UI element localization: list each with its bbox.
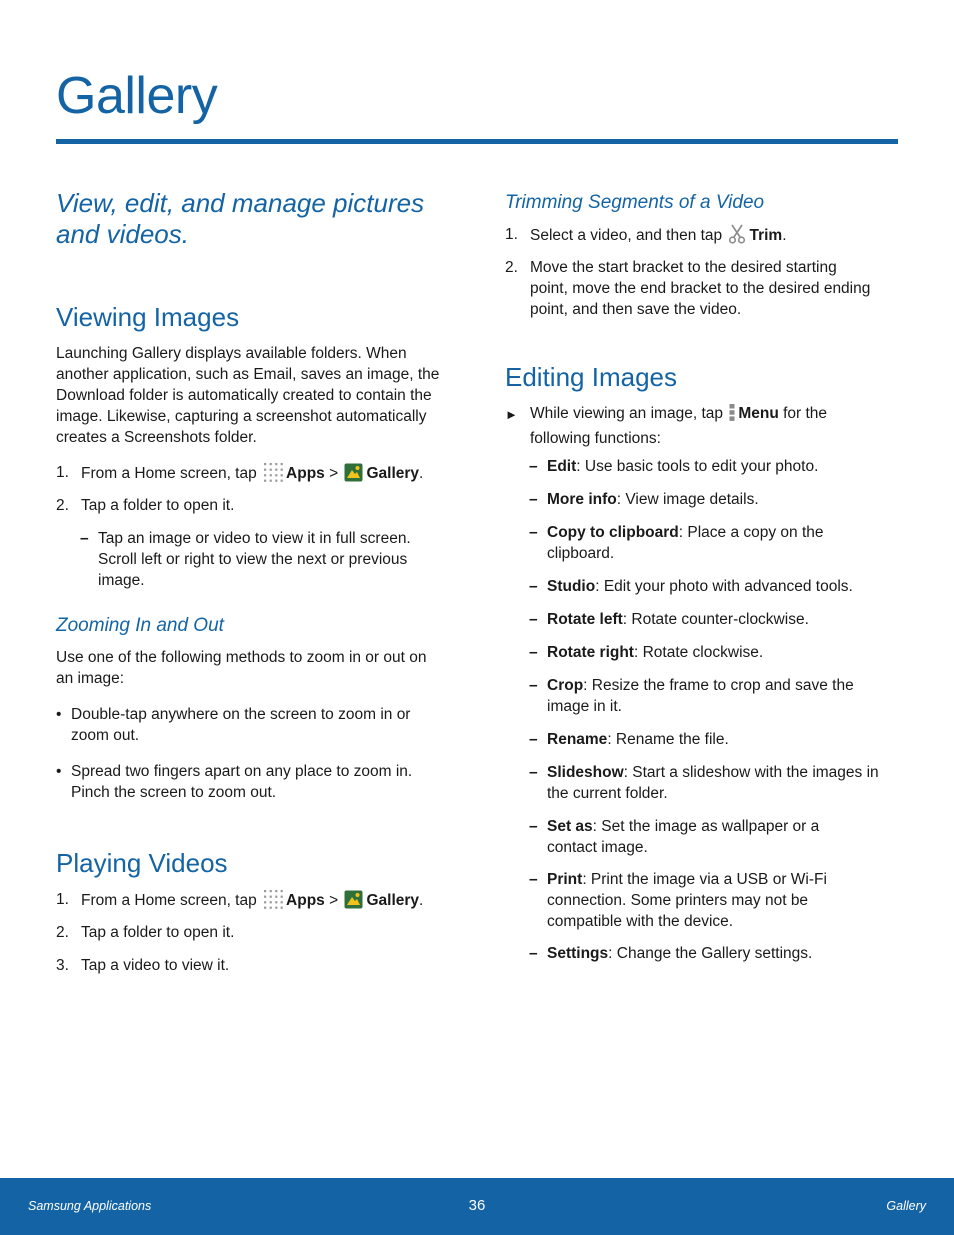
list-item: 1. From a Home screen, tap Apps > Gallery.: [56, 889, 448, 915]
menu-icon: [729, 403, 735, 428]
scissors-icon: [728, 224, 746, 250]
list-item: 2. Tap a folder to open it.: [56, 497, 235, 514]
gallery-icon: [344, 890, 363, 915]
list-item: – Studio: Edit your photo with advanced tools.: [529, 578, 853, 595]
list-item: – Crop: Resize the frame to crop and save the image in it.: [529, 677, 854, 715]
list-item: – Rename: Rename the file.: [529, 731, 729, 748]
viewing-images-paragraph: Launching Gallery displays available folders. When another application, such as Email, saves an image, the Download folder is automatically created to contain the image. Likewise, capturing a screenshot automatically creates a Screenshots folder.: [56, 345, 440, 446]
zooming-heading: Zooming In and Out: [56, 615, 224, 636]
list-item: 1. From a Home screen, tap Apps > Gallery.: [56, 462, 448, 488]
list-item: – Rotate right: Rotate clockwise.: [529, 644, 764, 661]
list-item: – Print: Print the image via a USB or Wi-Fi connection. Some printers may not be compatible with the device.: [529, 871, 827, 930]
list-item: 3. Tap a video to view it.: [56, 957, 230, 974]
footer-chapter-label: Gallery: [886, 1199, 926, 1213]
intro-subtitle: View, edit, and manage pictures and videos.: [56, 188, 425, 249]
list-item: – Copy to clipboard: Place a copy on the clipboard.: [529, 524, 824, 562]
page-number: 36: [468, 1197, 486, 1214]
zooming-paragraph: Use one of the following methods to zoom in or out on an image:: [56, 649, 427, 687]
gallery-icon: [344, 463, 363, 488]
list-item: 2. Move the start bracket to the desired starting point, move the end bracket to the desired ending point, and then save the video.: [505, 259, 871, 318]
list-item: – More info: View image details.: [529, 491, 759, 508]
list-item: • Spread two fingers apart on any place to zoom in. Pinch the screen to zoom out.: [56, 763, 413, 801]
apps-grid-icon: [263, 462, 283, 488]
list-item: – Set as: Set the image as wallpaper or a contact image.: [529, 818, 820, 856]
page-footer: [0, 1178, 954, 1235]
page-title: Gallery: [56, 67, 218, 125]
apps-grid-icon: [263, 889, 283, 915]
list-item: • Double-tap anywhere on the screen to zoom in or zoom out.: [56, 706, 411, 744]
list-item: ► While viewing an image, tap Menu for the following functions:: [505, 405, 828, 447]
list-item: – Slideshow: Start a slideshow with the images in the current folder.: [529, 764, 879, 802]
trimming-heading: Trimming Segments of a Video: [505, 192, 765, 213]
footer-section-label: Samsung Applications: [28, 1199, 152, 1213]
list-item: – Edit: Use basic tools to edit your photo.: [529, 458, 819, 475]
list-item: – Tap an image or video to view it in full screen. Scroll left or right to view the next or previous image.: [80, 530, 411, 589]
list-item: – Rotate left: Rotate counter-clockwise.: [529, 611, 809, 628]
playing-videos-heading: Playing Videos: [56, 848, 228, 878]
viewing-images-heading: Viewing Images: [56, 302, 240, 332]
list-item: 2. Tap a folder to open it.: [56, 924, 235, 941]
list-item: 1. Select a video, and then tap Trim.: [505, 224, 895, 250]
list-item: – Settings: Change the Gallery settings.: [529, 945, 813, 962]
editing-images-heading: Editing Images: [505, 362, 677, 392]
title-divider: [56, 139, 898, 144]
